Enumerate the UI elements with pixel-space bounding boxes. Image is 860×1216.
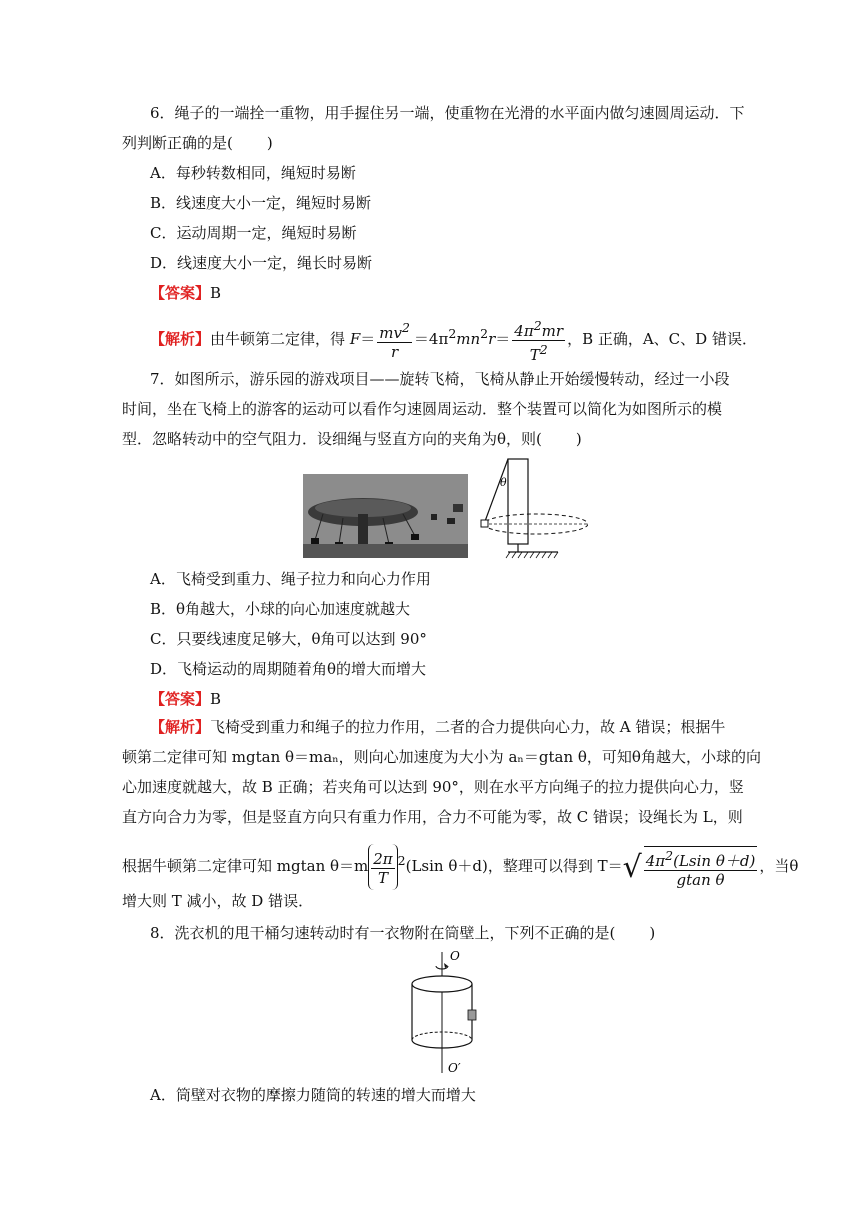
q7-stem-line2: 时间，坐在飞椅上的游客的运动可以看作匀速圆周运动．整个装置可以简化为如图所示的模 <box>122 400 723 418</box>
q7-stem-line1: 7．如图所示，游乐园的游戏项目——旋转飞椅，飞椅从静止开始缓慢转动，经过一小段 <box>150 370 730 388</box>
q7-option-b: B．θ角越大，小球的向心加速度就越大 <box>150 600 411 618</box>
q7-analysis-line3: 心加速度就越大，故 B 正确；若夹角可以达到 90°，则在水平方向绳子的拉力提供向心力，竖 <box>122 778 744 796</box>
clothing-item <box>468 1010 476 1020</box>
q6-stem-line1: 6．绳子的一端拴一重物，用手握住另一端，使重物在光滑的水平面内做匀速圆周运动．下 <box>150 104 745 122</box>
axis-top-label: O <box>450 949 460 963</box>
q6-formula: F＝ $\frac{mv^2}{r}$ $=4\pi^2mn^2r=$ $\frac{4\pi^2mr}{T^2}$ <box>349 317 564 364</box>
theta-label: θ <box>500 476 507 489</box>
q6-option-b: B．线速度大小一定，绳短时易断 <box>150 194 372 212</box>
q7-option-c: C．只要线速度足够大，θ角可以达到 90° <box>150 630 427 648</box>
q7-option-a: A．飞椅受到重力、绳子拉力和向心力作用 <box>150 570 431 588</box>
swing-model-diagram <box>478 456 588 560</box>
swing-ride-photo <box>303 474 468 558</box>
two-pi-over-t: $\frac{2\pi}{T}$ <box>368 844 397 890</box>
q6-option-c: C．运动周期一定，绳短时易断 <box>150 224 357 242</box>
q8-option-a: A．筒壁对衣物的摩擦力随筒的转速的增大而增大 <box>150 1086 476 1104</box>
q6-stem-line2: 列判断正确的是( ) <box>122 134 273 152</box>
q6-option-d: D．线速度大小一定，绳长时易断 <box>150 254 373 272</box>
dryer-drum-diagram <box>400 948 500 1078</box>
q7-analysis-line4: 直方向合力为零，但是竖直方向只有重力作用，合力不可能为零，故 C 错误；设绳长为 L，则 <box>122 808 743 826</box>
q7-analysis-line1: 【解析】飞椅受到重力和绳子的拉力作用，二者的合力提供向心力，故 A 错误；根据牛 <box>150 718 726 736</box>
q7-analysis-line2: 顿第二定律可知 mgtan θ＝maₙ，则向心加速度为大小为 aₙ＝gtan θ，可知θ角越大，小球的向 <box>122 748 761 766</box>
q7-analysis-line5: 根据牛顿第二定律可知 mgtan θ＝m $\frac{2\pi}{T}$ $^2$(Lsin θ＋d)，整理可以得到 T＝√ $\frac{4\pi^2(Lsin \theta+d)}{\text{gtan θ}}$ ，当θ <box>122 838 798 891</box>
q6-option-a: A．每秒转数相同，绳短时易断 <box>150 164 356 182</box>
q7-option-d: D．飞椅运动的周期随着角θ的增大而增大 <box>150 660 427 678</box>
q7-answer: 【答案】B <box>150 690 222 708</box>
q7-stem-line3: 型．忽略转动中的空气阻力．设细绳与竖直方向的夹角为θ，则( ) <box>122 430 582 448</box>
sqrt-expression: √ $\frac{4\pi^2(Lsin \theta+d)}{\text{gtan θ}}$ <box>622 848 756 889</box>
q6-analysis: 【解析】由牛顿第二定律，得 F＝ $\frac{mv^2}{r}$ $=4\pi^2mn^2r=$ $\frac{4\pi^2mr}{T^2}$ ，B 正确，A、C、D 错误． <box>150 317 757 364</box>
q8-stem: 8．洗衣机的甩干桶匀速转动时有一衣物附在筒壁上，下列不正确的是( ) <box>150 924 656 942</box>
q7-analysis-line6: 增大则 T 减小，故 D 错误． <box>122 892 314 910</box>
q6-answer: 【答案】B <box>150 284 222 302</box>
axis-bottom-label: O′ <box>448 1061 461 1075</box>
